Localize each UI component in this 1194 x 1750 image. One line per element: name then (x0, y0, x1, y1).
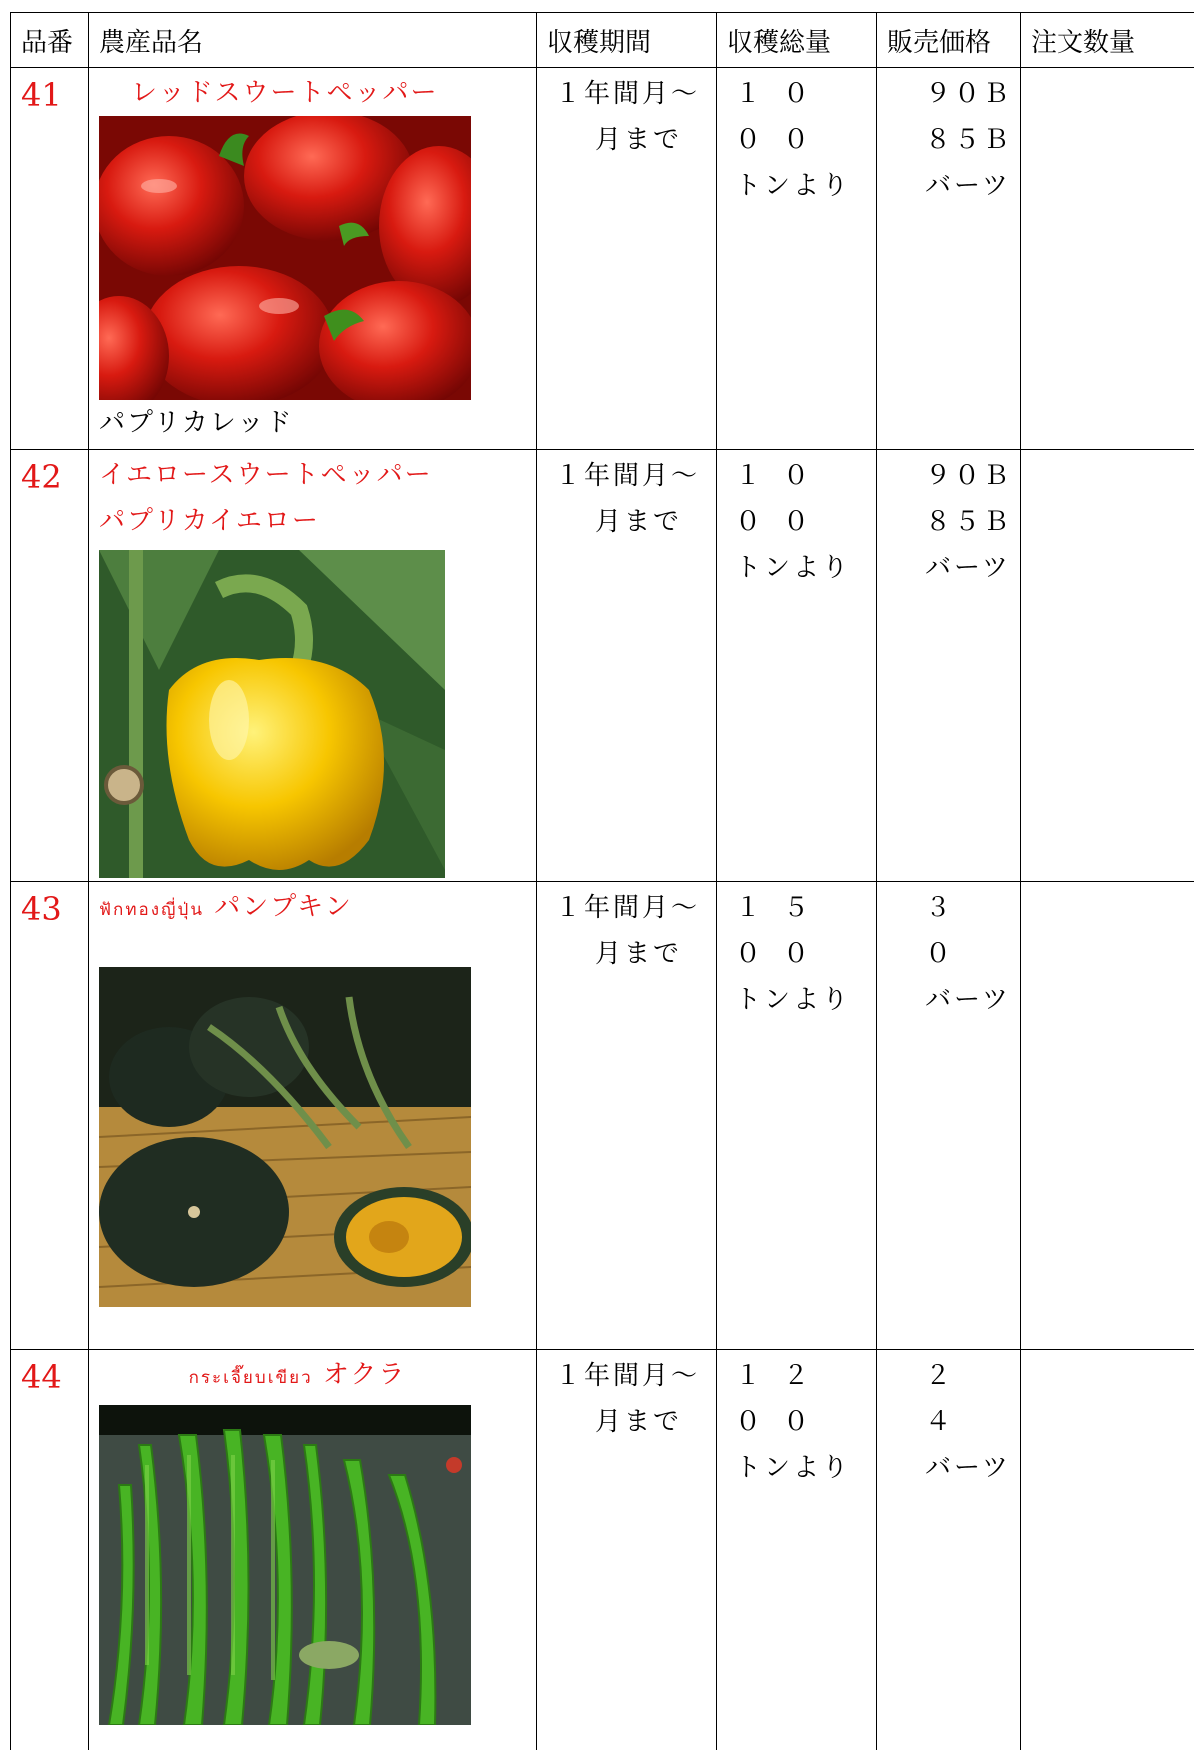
product-name-jp: オクラ (323, 1360, 406, 1390)
row-id: 43 (11, 882, 89, 1350)
header-period: 収穫期間 (537, 13, 717, 68)
row-order[interactable] (1021, 882, 1194, 1350)
price-line-1: ９０Ｂ (925, 453, 1020, 499)
total-amount: １２００ (735, 1353, 876, 1445)
row-name (89, 882, 537, 1350)
yellow-bell-pepper-photo (99, 550, 445, 878)
row-total (717, 68, 877, 450)
period-line-2: 月まで (555, 499, 716, 545)
table-row (11, 450, 1194, 882)
period-line-1: １年間月～ (555, 885, 716, 931)
header-order: 注文数量 (1021, 13, 1194, 68)
row-price (877, 450, 1021, 882)
price-unit: バーツ (925, 1445, 1020, 1491)
row-price (877, 68, 1021, 450)
header-total: 収穫総量 (717, 13, 877, 68)
product-name-jp: パンプキン (214, 892, 353, 922)
row-period (537, 450, 717, 882)
row-id: 41 (11, 68, 89, 450)
table-row (11, 68, 1194, 450)
japanese-pumpkin-photo (99, 967, 471, 1307)
total-amount: １０００ (735, 453, 876, 545)
total-unit: トンより (735, 163, 876, 209)
period-line-2: 月まで (555, 1399, 716, 1445)
period-line-2: 月まで (555, 931, 716, 977)
header-name: 農産品名 (89, 13, 537, 68)
row-name (89, 450, 537, 882)
header-id: 品番 (11, 13, 89, 68)
period-line-1: １年間月～ (555, 453, 716, 499)
row-name (89, 1350, 537, 1750)
row-name (89, 68, 537, 450)
price-unit: バーツ (925, 545, 1020, 591)
period-line-1: １年間月～ (555, 71, 716, 117)
total-unit: トンより (735, 977, 876, 1023)
row-period (537, 882, 717, 1350)
product-name: レッドスウートペッパー (99, 70, 536, 116)
table-row (11, 1350, 1194, 1750)
price-line-2: ８５Ｂ (925, 499, 1020, 545)
price-line-2: ８５Ｂ (925, 117, 1020, 163)
total-amount: １０００ (735, 71, 876, 163)
product-table (10, 12, 1194, 1750)
row-total (717, 1350, 877, 1750)
okra-photo (99, 1405, 471, 1725)
row-order[interactable] (1021, 450, 1194, 882)
table-row (11, 882, 1194, 1350)
product-name-thai: กระเจี๊ยบเขียว (189, 1368, 313, 1388)
total-amount: １５００ (735, 885, 876, 977)
product-name (99, 884, 536, 933)
row-period (537, 1350, 717, 1750)
total-unit: トンより (735, 1445, 876, 1491)
product-name (99, 1352, 536, 1401)
row-price (877, 1350, 1021, 1750)
red-bell-peppers-photo (99, 116, 471, 400)
row-order[interactable] (1021, 68, 1194, 450)
row-id: 42 (11, 450, 89, 882)
product-name-thai: ฟักทองญี่ปุ่น (99, 900, 204, 920)
product-caption: パプリカレッド (99, 400, 536, 446)
row-order[interactable] (1021, 1350, 1194, 1750)
row-period (537, 68, 717, 450)
period-line-2: 月まで (555, 117, 716, 163)
price-line-1: ９０Ｂ (925, 71, 1020, 117)
period-line-1: １年間月～ (555, 1353, 716, 1399)
header-price: 販売価格 (877, 13, 1021, 68)
row-total (717, 450, 877, 882)
total-unit: トンより (735, 545, 876, 591)
product-name-2: パプリカイエロー (99, 498, 536, 544)
header-row (11, 13, 1194, 68)
row-price (877, 882, 1021, 1350)
price-unit: バーツ (925, 977, 1020, 1023)
product-name: イエロースウートペッパー (99, 452, 536, 498)
price-unit: バーツ (925, 163, 1020, 209)
row-id: 44 (11, 1350, 89, 1750)
price-line-1: ２４ (925, 1353, 1020, 1445)
price-line-1: ３０ (925, 885, 1020, 977)
row-total (717, 882, 877, 1350)
